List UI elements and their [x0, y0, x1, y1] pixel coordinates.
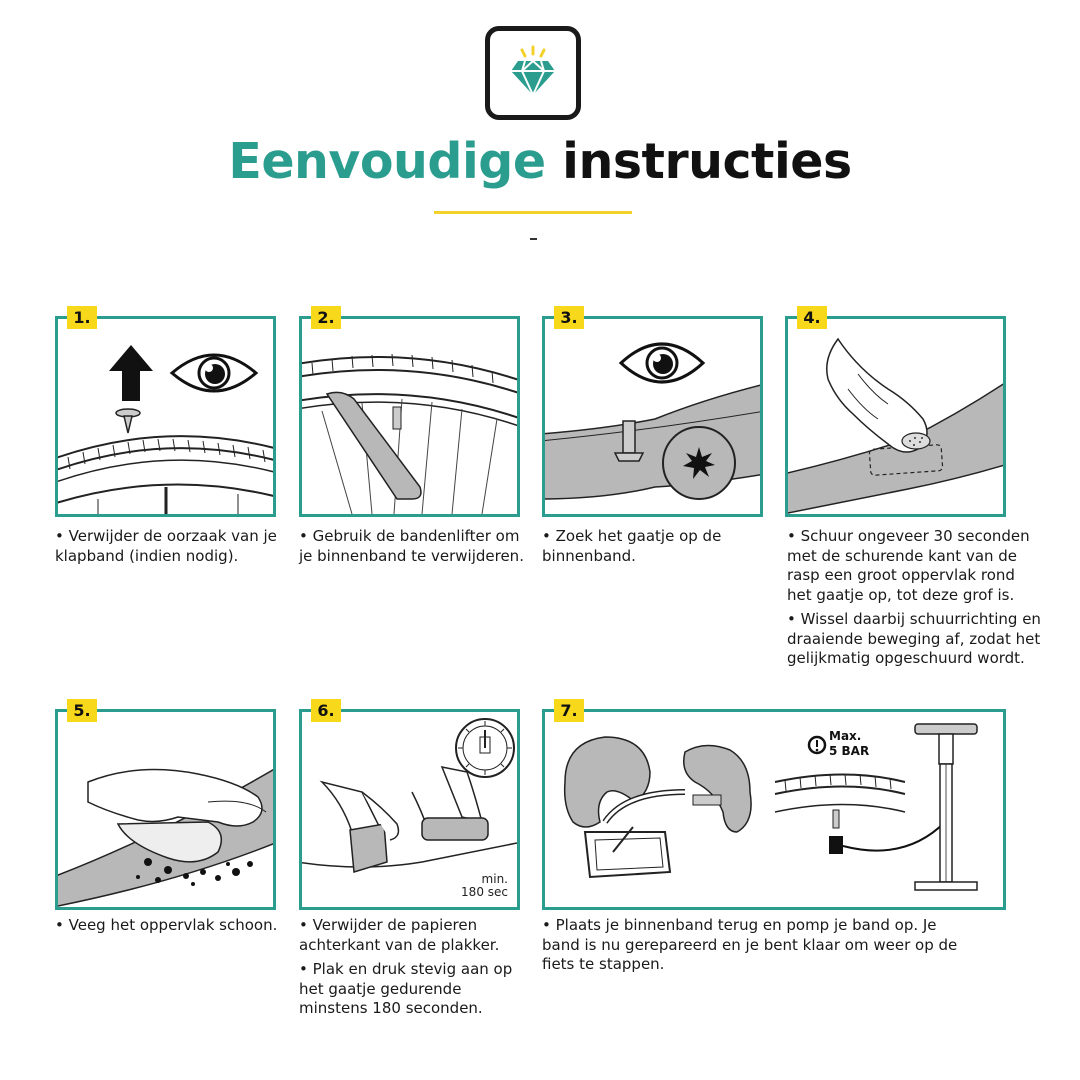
wheel-icon [302, 319, 517, 514]
step-number: 4. [797, 306, 827, 329]
step-6-text [299, 916, 524, 1019]
step-3-illustration [542, 316, 763, 517]
step-line: • Verwijder de oorzaak van je klapband (indien nodig). [55, 527, 277, 565]
step-7-illustration [542, 709, 1006, 910]
arrow-up-icon [109, 345, 153, 401]
step-number: 2. [311, 306, 341, 329]
bar-label: 5 BAR [829, 744, 870, 758]
timer-label [450, 873, 508, 899]
stopwatch-icon [456, 719, 514, 777]
step-number: 1. [67, 306, 97, 329]
step-4-text [787, 527, 1043, 669]
title-main: instructies [562, 133, 852, 190]
hand-icon [88, 770, 262, 827]
valve-icon [623, 421, 635, 453]
diamond-icon [508, 45, 558, 101]
step-number: 3. [554, 306, 584, 329]
step-5-text [55, 916, 280, 936]
subtitle-dash [530, 238, 537, 240]
step-2-illustration [299, 316, 520, 517]
rasp-icon [902, 433, 930, 449]
step-line: • Schuur ongeveer 30 seconden met de schurende kant van de rasp een groot oppervlak rond het gaatje op, tot deze grof is. [787, 527, 1030, 604]
min-label: min. [481, 872, 508, 886]
step-2-text [299, 527, 524, 566]
tire-lever-icon [327, 392, 421, 499]
step-line: • Plak en druk stevig aan op het gaatje gedurende minstens 180 seconden. [299, 960, 513, 1017]
step-line: • Veeg het oppervlak schoon. [55, 916, 278, 934]
title-underline [434, 211, 632, 214]
max-label: Max. [829, 729, 862, 743]
step-1-text [55, 527, 280, 566]
seconds-label: 180 sec [461, 885, 508, 899]
step-line: • Zoek het gaatje op de binnenband. [542, 527, 722, 565]
tire-icon [58, 319, 273, 514]
patch-icon [350, 824, 387, 872]
page-title [0, 133, 1080, 190]
step-line: • Verwijder de papieren achterkant van de plakker. [299, 916, 500, 954]
title-accent: Eenvoudige [228, 133, 546, 190]
brand-logo [485, 26, 581, 120]
step-1-illustration [55, 316, 276, 517]
step-5-illustration [55, 709, 276, 910]
step-line: • Wissel daarbij schuurrichting en draaiende beweging af, zodat het gelijkmatig opgeschuurd wordt. [787, 610, 1041, 667]
step-7-text [542, 916, 962, 975]
step-number: 7. [554, 699, 584, 722]
max-pressure-label [829, 729, 869, 759]
inner-tube-icon [565, 737, 685, 877]
step-line: • Plaats je binnenband terug en pomp je band op. Je band is nu gerepareerd en je bent klaar om weer op de fiets te stappen. [542, 916, 958, 973]
step-line: • Gebruik de bandenlifter om je binnenband te verwijderen. [299, 527, 524, 565]
step-3-text [542, 527, 767, 566]
step-number: 6. [311, 699, 341, 722]
step-4-illustration [785, 316, 1006, 517]
step-number: 5. [67, 699, 97, 722]
floor-pump-icon [915, 724, 977, 890]
